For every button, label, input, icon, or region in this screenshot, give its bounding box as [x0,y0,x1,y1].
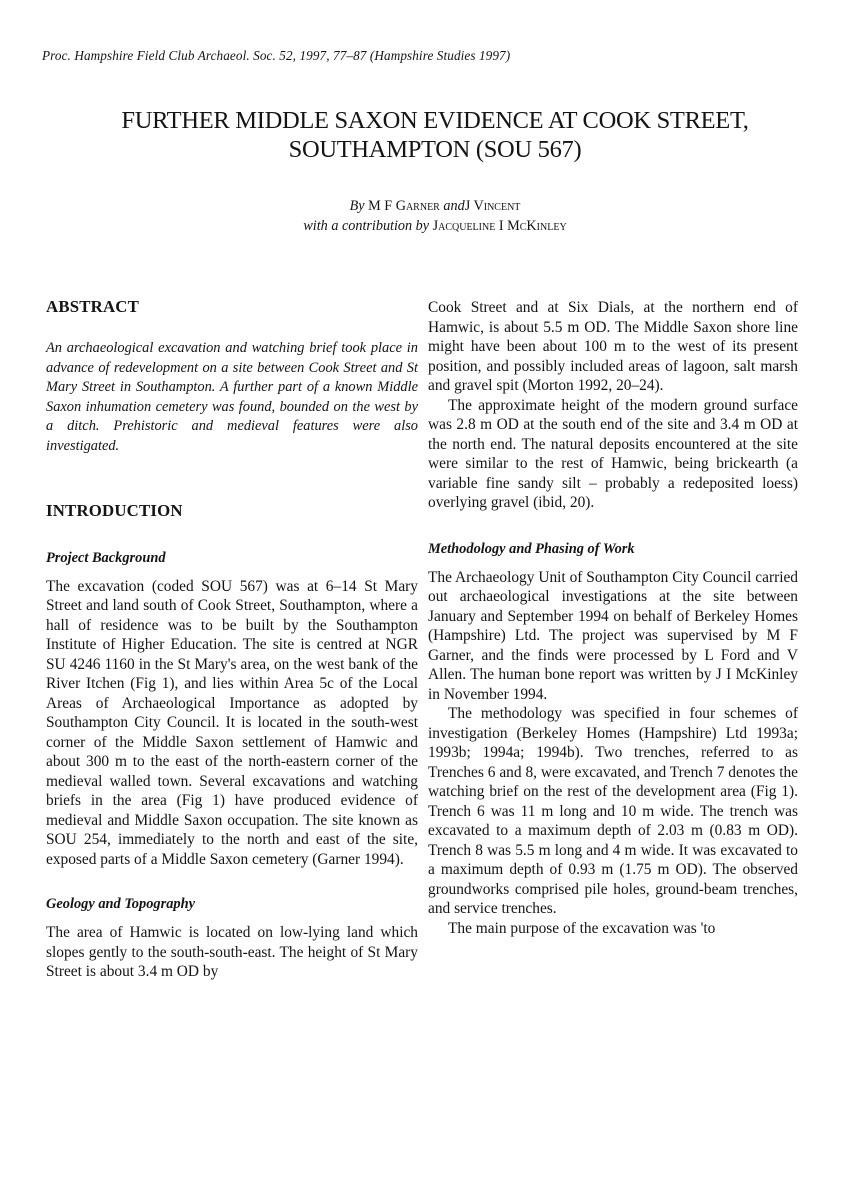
title-line-1: FURTHER MIDDLE SAXON EVIDENCE AT COOK STREET, [121,107,749,134]
geology-text-left: The area of Hamwic is located on low-lying land which slopes gently to the south-south-east. The height of St Mary Street is about 3.4 m OD by [46,924,418,981]
running-head: Proc. Hampshire Field Club Archaeol. Soc. 52, 1997, 77–87 (Hampshire Studies 1997) [42,48,511,63]
by-word: By [349,198,365,214]
introduction-heading: INTRODUCTION [46,500,183,520]
abstract-text: An archaeological excavation and watching brief took place in advance of redevelopment on a site between Cook Street and St Mary Street in Southampton. A further part of a known Middle Saxon inhumation cemetery was found, bounded on the west by a ditch. Prehistoric and medieval features were also investigated. [46,340,418,454]
author-2: J Vincent [464,198,521,214]
title-line-2: SOUTHAMPTON (SOU 567) [288,136,582,163]
methodology-text-3: The main purpose of the excavation was 'to [448,919,716,937]
right-column [428,298,798,938]
geology-text-right-2: The approximate height of the modern ground surface was 2.8 m OD at the south end of the site and 3.4 m OD at the north end. The natural deposits encountered at the site were similar to the rest of Hamwic, being brickearth (a variable fine sandy silt – probably a redeposited loess) overlying gravel (ibid, 20). [428,396,798,511]
project-background-heading: Project Background [46,549,166,566]
geology-heading: Geology and Topography [46,896,195,913]
methodology-heading: Methodology and Phasing of Work [428,540,635,557]
and-word: and [443,198,465,214]
authors-line [40,196,830,216]
abstract-heading: ABSTRACT [46,297,139,316]
contribution-phrase: with a contribution by [303,218,430,234]
byline [40,196,830,236]
methodology-text-2: The methodology was specified in four schemes of investigation (Berkeley Homes (Hampshire) Ltd 1993a; 1993b; 1994a; 1994b). Two trenches, referred to as Trenches 6 and 8, were excavated, and Trench 7 denotes the watching brief on the rest of the development area (Fig 1). Trench 6 was 11 m long and 10 m wide. The trench was excavated to a maximum depth of 2.03 m (0.83 m OD). Trench 8 was 5.5 m long and 4 m wide. It was excavated to a maximum depth of 0.93 m (1.75 m OD). The observed groundworks comprised pile holes, ground-beam trenches, and service trenches. [428,705,798,917]
methodology-text-1: The Archaeology Unit of Southampton City Council carried out archaeological investigations at the site between January and September 1994 on behalf of Berkeley Homes (Hampshire) Ltd. The project was supervised by M F Garner, and the finds were processed by L Ford and V Allen. The human bone report was written by J I McKinley in November 1994. [428,568,798,703]
contribution-line [40,216,830,236]
author-1: M F Garner [368,198,440,214]
left-column [46,297,418,982]
article-title [40,106,830,164]
geology-text-right: Cook Street and at Six Dials, at the northern end of Hamwic, is about 5.5 m OD. The Middle Saxon shore line might have been about 100 m to the west of its present position, and possibly included areas of lagoon, salt marsh and gravel spit (Morton 1992, 20–24). [428,299,798,394]
contributor: Jacqueline I McKinley [432,218,567,234]
project-background-text: The excavation (coded SOU 567) was at 6–14 St Mary Street and land south of Cook Street, Southampton, where a hall of residence was to be built by the Southampton Institute of Higher Education. The site is centred at NGR SU 4246 1160 in the St Mary's area, on the west bank of the River Itchen (Fig 1), and lies within Area 5c of the Local Areas of Archaeological Importance as adopted by Southampton City Council. It is located in the south-west corner of the Middle Saxon settlement of Hamwic and about 300 m to the east of the north-eastern corner of the medieval walled town. Several excavations and watching briefs in the area (Fig 1) have produced evidence of medieval and Middle Saxon occupation. The site known as SOU 254, immediately to the north and east of the site, exposed parts of a Middle Saxon cemetery (Garner 1994). [46,577,418,868]
